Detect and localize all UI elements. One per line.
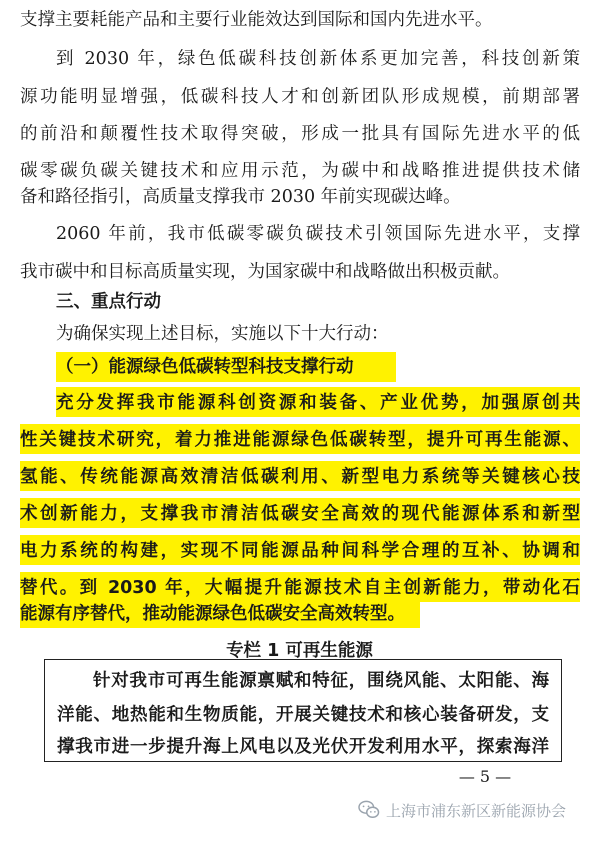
text-line: 源功能明显增强，低碳科技人才和创新团队形成规模，前期部署 [20,87,580,107]
text-line: 我市碳中和目标高质量实现，为国家碳中和战略做出积极贡献。 [20,262,510,282]
text-line: 备和路径指引，高质量支撑我市 2030 年前实现碳达峰。 [20,187,461,207]
text-line: 的前沿和颠覆性技术取得突破，形成一批具有国际先进水平的低 [20,124,580,144]
watermark-text: 上海市浦东新区新能源协会 [386,801,567,820]
watermark [358,797,588,823]
text-line: 支撑主要耗能产品和主要行业能效达到国际和国内先进水平。 [20,10,493,30]
column-box [44,659,562,762]
text-line: 碳零碳负碳关键技术和应用示范，为碳中和战略推进提供技术储 [20,161,580,181]
column-line: 针对我市可再生能源禀赋和特征，围绕风能、太阳能、海 [93,671,549,691]
section-heading: 三、重点行动 [56,292,161,312]
highlighted-line: 性关键技术研究，着力推进能源绿色低碳转型，提升可再生能源、 [20,430,580,450]
subsection-heading: （一）能源绿色低碳转型科技支撑行动 [56,357,354,377]
highlighted-line: 替代。到 2030 年，大幅提升能源技术自主创新能力，带动化石 [20,578,580,598]
highlighted-line: 电力系统的构建，实现不同能源品种间科学合理的互补、协调和 [20,541,580,561]
highlighted-line: 充分发挥我市能源科创资源和装备、产业优势，加强原创共 [56,393,580,413]
column-title: 专栏 1 可再生能源 [226,641,373,661]
highlighted-line: 氢能、传统能源高效清洁低碳利用、新型电力系统等关键核心技 [20,467,580,487]
highlighted-line: 术创新能力，支撑我市清洁低碳安全高效的现代能源体系和新型 [20,504,580,524]
text-line: 2060 年前，我市低碳零碳负碳技术引领国际先进水平，支撑 [56,224,580,244]
text-line: 为确保实现上述目标，实施以下十大行动： [56,324,389,344]
text-line: 到 2030 年，绿色低碳科技创新体系更加完善，科技创新策 [56,49,580,69]
highlighted-line: 能源有序替代，推动能源绿色低碳安全高效转型。 [20,604,405,624]
wechat-icon [358,800,380,820]
column-line: 撑我市进一步提升海上风电以及光伏开发利用水平，探索海洋 [57,737,549,757]
column-line: 洋能、地热能和生物质能，开展关键技术和核心装备研发，支 [57,705,549,725]
page-number: — 5 — [458,767,512,786]
